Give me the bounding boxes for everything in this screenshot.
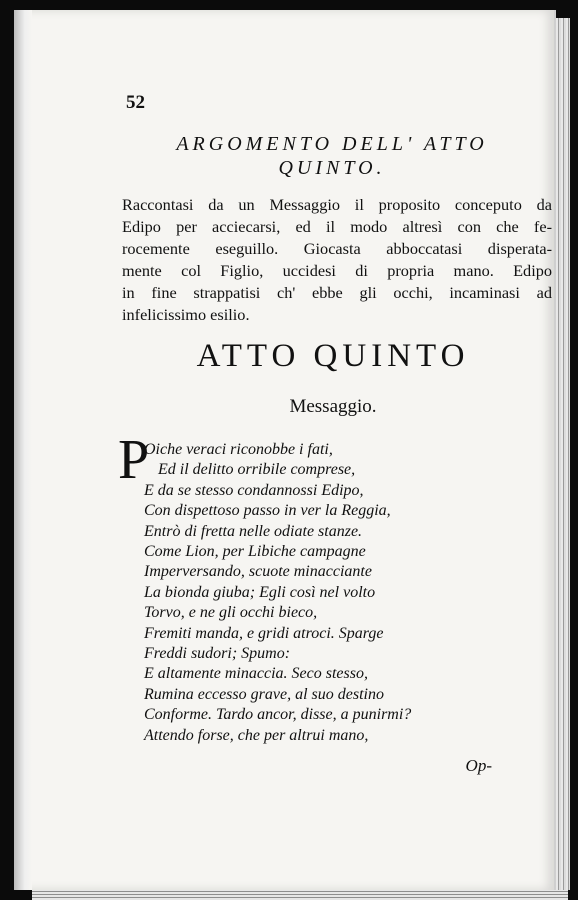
verse-line: Ed il delitto orribile comprese, bbox=[158, 461, 356, 479]
verse-block bbox=[144, 440, 544, 746]
drop-capital: P bbox=[118, 429, 150, 491]
argument-line: rocemente eseguillo. Giocasta abboccatasi disperata- bbox=[122, 239, 552, 258]
verse-line: Torvo, e ne gli occhi bieco, bbox=[144, 604, 318, 622]
verse-line: Conforme. Tardo ancor, disse, a punirmi? bbox=[144, 706, 412, 724]
argument-line: Edipo per acciecarsi, ed il modo altresì con che fe- bbox=[122, 217, 552, 236]
verse-line: La bionda giuba; Egli così nel volto bbox=[144, 583, 376, 601]
page-edge-right bbox=[556, 18, 570, 890]
page-number: 52 bbox=[126, 92, 145, 113]
argument-line: infelicissimo esilio. bbox=[122, 305, 250, 324]
verse-line: Con dispettoso passo in ver la Reggia, bbox=[144, 502, 391, 520]
book-page bbox=[14, 10, 556, 890]
verse-line: Freddi sudori; Spumo: bbox=[144, 645, 291, 663]
verse-line: Attendo forse, che per altrui mano, bbox=[144, 726, 369, 744]
page-edge-bottom bbox=[32, 890, 568, 900]
act-title: ATTO QUINTO bbox=[196, 338, 470, 374]
verse-line: Rumina eccesso grave, al suo destino bbox=[144, 685, 384, 703]
argument-paragraph bbox=[122, 194, 552, 326]
verse-line: E da se stesso condannossi Edipo, bbox=[144, 481, 364, 499]
argument-title-line: QUINTO. bbox=[278, 157, 386, 179]
page-binding bbox=[14, 10, 32, 890]
argument-line: in fine strappatisi ch' ebbe gli occhi, incaminasi ad bbox=[122, 283, 552, 302]
argument-line: mente col Figlio, uccidesi di propria mano. Edipo bbox=[122, 261, 552, 280]
argument-title-line: ARGOMENTO DELL' ATTO bbox=[176, 133, 488, 155]
verse-line: Imperversando, scuote minacciante bbox=[144, 563, 372, 581]
verse-line: Oiche veraci riconobbe i fati, bbox=[144, 441, 333, 458]
argument-title bbox=[124, 132, 540, 180]
argument-line: Raccontasi da un Messaggio il proposito conceputo da bbox=[122, 195, 552, 214]
verse-line: Fremiti manda, e gridi atroci. Sparge bbox=[144, 624, 384, 642]
verse-line: Entrò di fretta nelle odiate stanze. bbox=[144, 522, 363, 540]
speaker-name: Messaggio. bbox=[289, 396, 377, 417]
verse-line: Come Lion, per Libiche campagne bbox=[144, 543, 366, 561]
catchword: Op- bbox=[465, 756, 492, 775]
verse-line: E altamente minaccia. Seco stesso, bbox=[144, 665, 368, 683]
